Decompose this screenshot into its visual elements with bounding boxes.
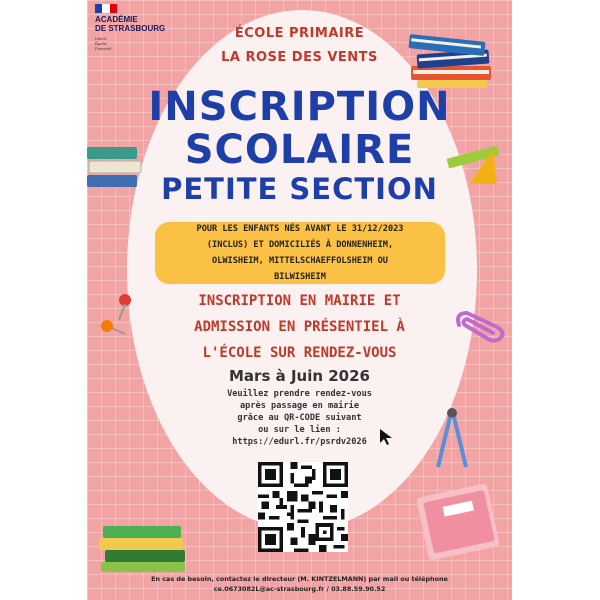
instructions-line-4: ou sur le lien : [258,425,341,435]
logo-motto-3: Fraternité [95,46,112,51]
logo-motto-1: Liberté [95,36,107,41]
registration-link[interactable]: https://edurl.fr/psrdv2026 [232,437,367,447]
contact [87,574,512,594]
title-line-1: INSCRIPTION [148,84,451,130]
flyer [87,0,512,600]
qr-code[interactable] [258,462,348,552]
instructions-line-1: Veuillez prendre rendez-vous [227,389,372,399]
procedure-line-1: INSCRIPTION EN MAIRIE ET [198,293,401,309]
instructions [87,388,512,448]
eligibility-line-1: POUR LES ENFANTS NÉS AVANT LE 31/12/2023 [196,224,404,234]
instructions-line-3: grâce au QR-CODE suivant [237,413,362,423]
eligibility-text [155,221,445,285]
contact-line-1: En cas de besoin, contactez le directeur (M. KINTZELMANN) par mail ou téléphone [151,575,448,583]
school-line-2: LA ROSE DES VENTS [221,50,378,65]
title-line-2: SCOLAIRE [184,127,415,173]
eligibility-line-2: (INCLUS) ET DOMICILIÉS À DONNENHEIM, [206,240,394,250]
school-line-1: ÉCOLE PRIMAIRE [234,26,365,41]
instructions-line-2: après passage en mairie [240,401,359,411]
contact-line-2[interactable]: ce.0673082L@ac-strasbourg.fr / 03.88.59.90.52 [213,585,386,593]
logo-line-1: ACADÉMIE [95,15,138,24]
procedure-line-2: ADMISSION EN PRÉSENTIEL À [194,319,405,335]
french-flag-icon [95,4,117,13]
books-bottom-icon [97,518,193,578]
logo-line-2: DE STRASBOURG [95,24,166,33]
eligibility-line-3: OLWISHEIM, MITTELSCHAEFFOLSHEIM OU [212,256,388,266]
eligibility-line-4: BILWISHEIM [274,272,326,282]
notebook-icon [412,480,506,564]
title-line-3: PETITE SECTION [161,172,438,206]
logo-motto-2: Égalité [95,41,107,46]
procedure-line-3: L'ÉCOLE SUR RENDEZ-VOUS [202,345,397,361]
period: Mars à Juin 2026 [229,367,370,385]
